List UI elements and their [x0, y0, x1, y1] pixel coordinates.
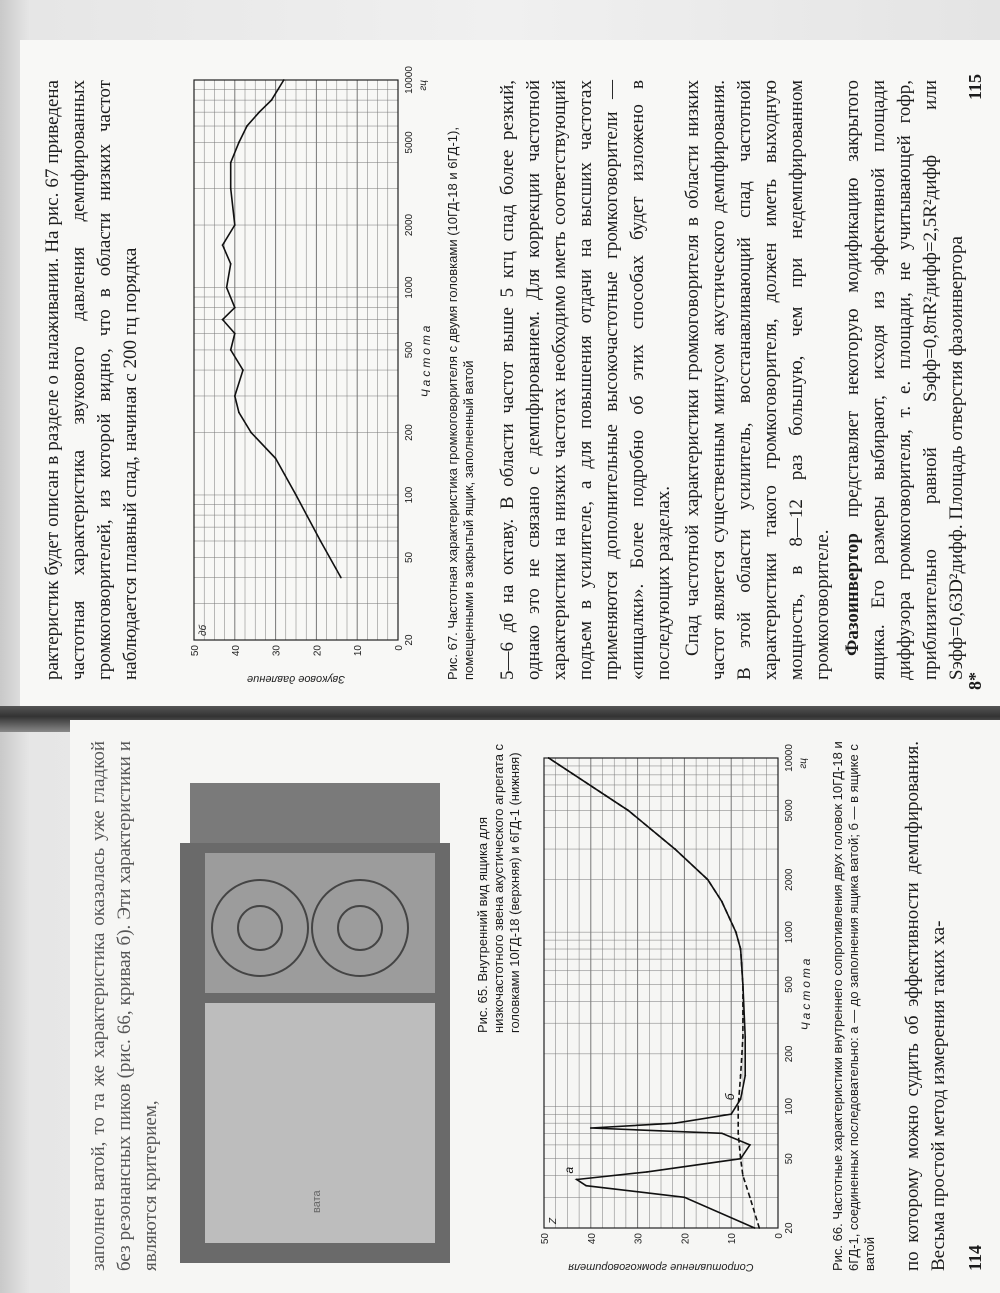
data-point [576, 1179, 578, 1181]
data-point [258, 111, 260, 113]
data-point [234, 307, 236, 309]
data-point [721, 1132, 723, 1134]
page-114-content [70, 720, 1000, 1293]
data-point [742, 1175, 744, 1177]
data-point [744, 1036, 746, 1038]
series-line-0 [549, 758, 755, 1228]
y-tick-label: 0 [394, 645, 405, 651]
data-point [585, 1185, 587, 1187]
data-point [740, 1075, 742, 1077]
y-tick-label: 40 [586, 1233, 598, 1245]
y-tick-label: 30 [271, 645, 283, 657]
x-tick-label: 200 [404, 424, 415, 441]
data-point [721, 901, 723, 903]
y-tick-label: 50 [540, 1233, 551, 1245]
data-point [283, 79, 285, 81]
data-point [230, 162, 232, 164]
page-115-paragraph-2: Спад частотной характеристики громкоговорителя в области низких частот является существенным минусом акустического демпфирования. В этой области усилитель, восстанавливающий спад частотной характеристики такого громкоговорителя, должен иметь выходную мощность, в 8—12 раз большую, чем при недемпфированном громкоговорителе. [682, 80, 833, 680]
data-point [744, 1075, 746, 1077]
phase-inverter-term: Фазоинвертор [842, 533, 863, 656]
data-point [295, 494, 297, 496]
x-tick-label: 50 [784, 1153, 795, 1165]
y-tick-label: 40 [230, 645, 242, 657]
data-point [684, 1196, 686, 1198]
y-tick-label: 30 [633, 1233, 645, 1245]
data-point [230, 349, 232, 351]
x-tick-label: 5000 [784, 799, 795, 822]
data-point [230, 188, 232, 190]
data-point [749, 1196, 751, 1198]
data-point [230, 263, 232, 265]
figure-67-chart [180, 60, 440, 690]
data-point [222, 319, 224, 321]
figure-67-caption: Рис. 67. Частотная характеристика громкоговорителя с двумя головками (10ГД-18 и 6ГД-1), помещенными в закрытый ящик, заполненный ватой [445, 127, 476, 680]
data-point [271, 99, 273, 101]
data-point [238, 142, 240, 144]
figure-66-chart [530, 738, 820, 1278]
y-tick-label: 20 [312, 645, 324, 657]
y-axis-label: Звуковое давление [247, 673, 345, 685]
x-tick-label: 100 [784, 1097, 795, 1115]
page-114-bottom-text: по которому можно судить об эффективности демпфирования. Весьма простой метод измерения таких ха- [902, 741, 949, 1271]
data-point [730, 1113, 732, 1115]
data-point [222, 244, 224, 246]
data-point [740, 948, 742, 950]
x-axis-unit: гц [418, 80, 429, 91]
y-tick-label: 10 [353, 645, 365, 657]
page-number-115: 115 [965, 73, 985, 100]
page-115-paragraph-1: 5—6 дб на октаву. В области частот выше 5 кгц спад более резкий, однако это не связано с демпфированием. Для коррекции частотной характеристики на низких частотах необходимо иметь соответствующий подъем в усилителе, а для повышения отдачи на высших частотах применяются дополнительные высокочастотные громкоговорители — «пищалки». Более подробно об этих способах будет изложено в последующих разделах. [497, 80, 674, 680]
data-point [740, 1158, 742, 1160]
data-point [749, 1144, 751, 1146]
page-115-top-text: рактеристик будет описан в разделе о налаживании. На рис. 67 приведена частотная характеристика звукового давления демпфированных громкоговорителей, из которой видно, что в области низких частот наблюдается плавный спад, начиная с 200 гц порядка [42, 80, 141, 680]
data-point [250, 432, 252, 434]
y-axis-unit: Z [548, 1217, 559, 1224]
x-axis-label: Частота [799, 955, 813, 1031]
page-115 [20, 40, 1000, 710]
page-115-paragraph-3-text: представляет некоторую модификацию закрытого ящика. Его размеры выбирают, исходя из эффективной площади диффузора громкоговорителя, т. е. площади, не учитывающей гофр, приблизительно равной Sэфф=0,8πR²дифф=2,5R²дифф или Sэфф=0,63D²дифф. Площадь отверстия фазоинвертора [842, 80, 967, 680]
y-tick-label: 10 [727, 1233, 739, 1245]
page-number-114: 114 [965, 1244, 985, 1271]
x-axis-label: Частота [419, 322, 433, 398]
figure-65-caption: Рис. 65. Внутренний вид ящика для низкочастотного звена акустического агрегата с головками 10ГД-18 (верхняя) и 6ГД-1 (нижняя) [475, 743, 522, 1033]
data-point [275, 458, 277, 460]
y-tick-label: 0 [774, 1233, 785, 1239]
data-point [742, 1036, 744, 1038]
y-axis-unit: дб [198, 624, 209, 636]
x-tick-label: 5000 [404, 131, 415, 154]
y-tick-label: 50 [190, 645, 201, 657]
x-tick-label: 10000 [784, 744, 795, 772]
data-point [234, 333, 236, 335]
page-114-top-text: заполнен ватой, то та же характеристика оказалась уже гладкой без резонансных пиков (рис. 66, кривая б). Эти характеристики и являются критерием, [88, 741, 161, 1271]
page-114 [70, 720, 1000, 1293]
x-tick-label: 2000 [784, 868, 795, 891]
page-115-paragraph-3 [840, 80, 970, 680]
data-point [242, 369, 244, 371]
x-tick-label: 1000 [784, 921, 795, 944]
x-axis-unit: гц [798, 758, 809, 769]
x-tick-label: 500 [784, 976, 795, 993]
data-point [238, 412, 240, 414]
x-tick-label: 200 [784, 1045, 795, 1063]
data-point [627, 810, 629, 812]
data-point [740, 1098, 742, 1100]
x-tick-label: 50 [404, 551, 415, 563]
x-tick-label: 500 [404, 341, 415, 359]
x-tick-label: 1000 [404, 276, 415, 299]
data-point [340, 577, 342, 579]
series-label: б [723, 1093, 738, 1101]
data-point [646, 1171, 648, 1173]
x-tick-label: 100 [404, 486, 415, 504]
data-point [707, 879, 709, 881]
data-point [674, 1122, 676, 1124]
y-axis-label: Сопротивление громкоговорителя [568, 1261, 754, 1273]
data-point [742, 984, 744, 986]
series-line-1 [549, 758, 760, 1228]
y-tick-label: 20 [680, 1233, 692, 1245]
signature-mark: 8* [965, 672, 985, 690]
data-point [234, 395, 236, 397]
data-point [758, 1227, 760, 1229]
x-tick-label: 20 [784, 1222, 795, 1234]
data-point [737, 1132, 739, 1134]
x-tick-label: 20 [404, 634, 415, 646]
data-point [735, 931, 737, 933]
x-tick-label: 2000 [404, 213, 415, 237]
data-point [226, 287, 228, 289]
data-point [754, 1227, 756, 1229]
data-point [674, 848, 676, 850]
svg-text:вата: вата [311, 1190, 323, 1213]
data-point [246, 125, 248, 127]
data-point [737, 1105, 739, 1107]
data-point [320, 540, 322, 542]
series-label: а [561, 1166, 576, 1174]
series-line-0 [223, 80, 341, 578]
page-115-content [20, 40, 1000, 710]
data-point [548, 757, 550, 759]
figure-66-caption: Рис. 66. Частотные характеристики внутреннего сопротивления двух головок 10ГД-18 и 6ГД-1, соединенных последовательно: а — до заполнения ящика ватой; б — в ящике с ватой [830, 741, 877, 1271]
data-point [234, 224, 236, 226]
data-point [590, 1127, 592, 1129]
x-tick-label: 10000 [404, 66, 415, 94]
figure-65-photo [170, 743, 470, 1273]
